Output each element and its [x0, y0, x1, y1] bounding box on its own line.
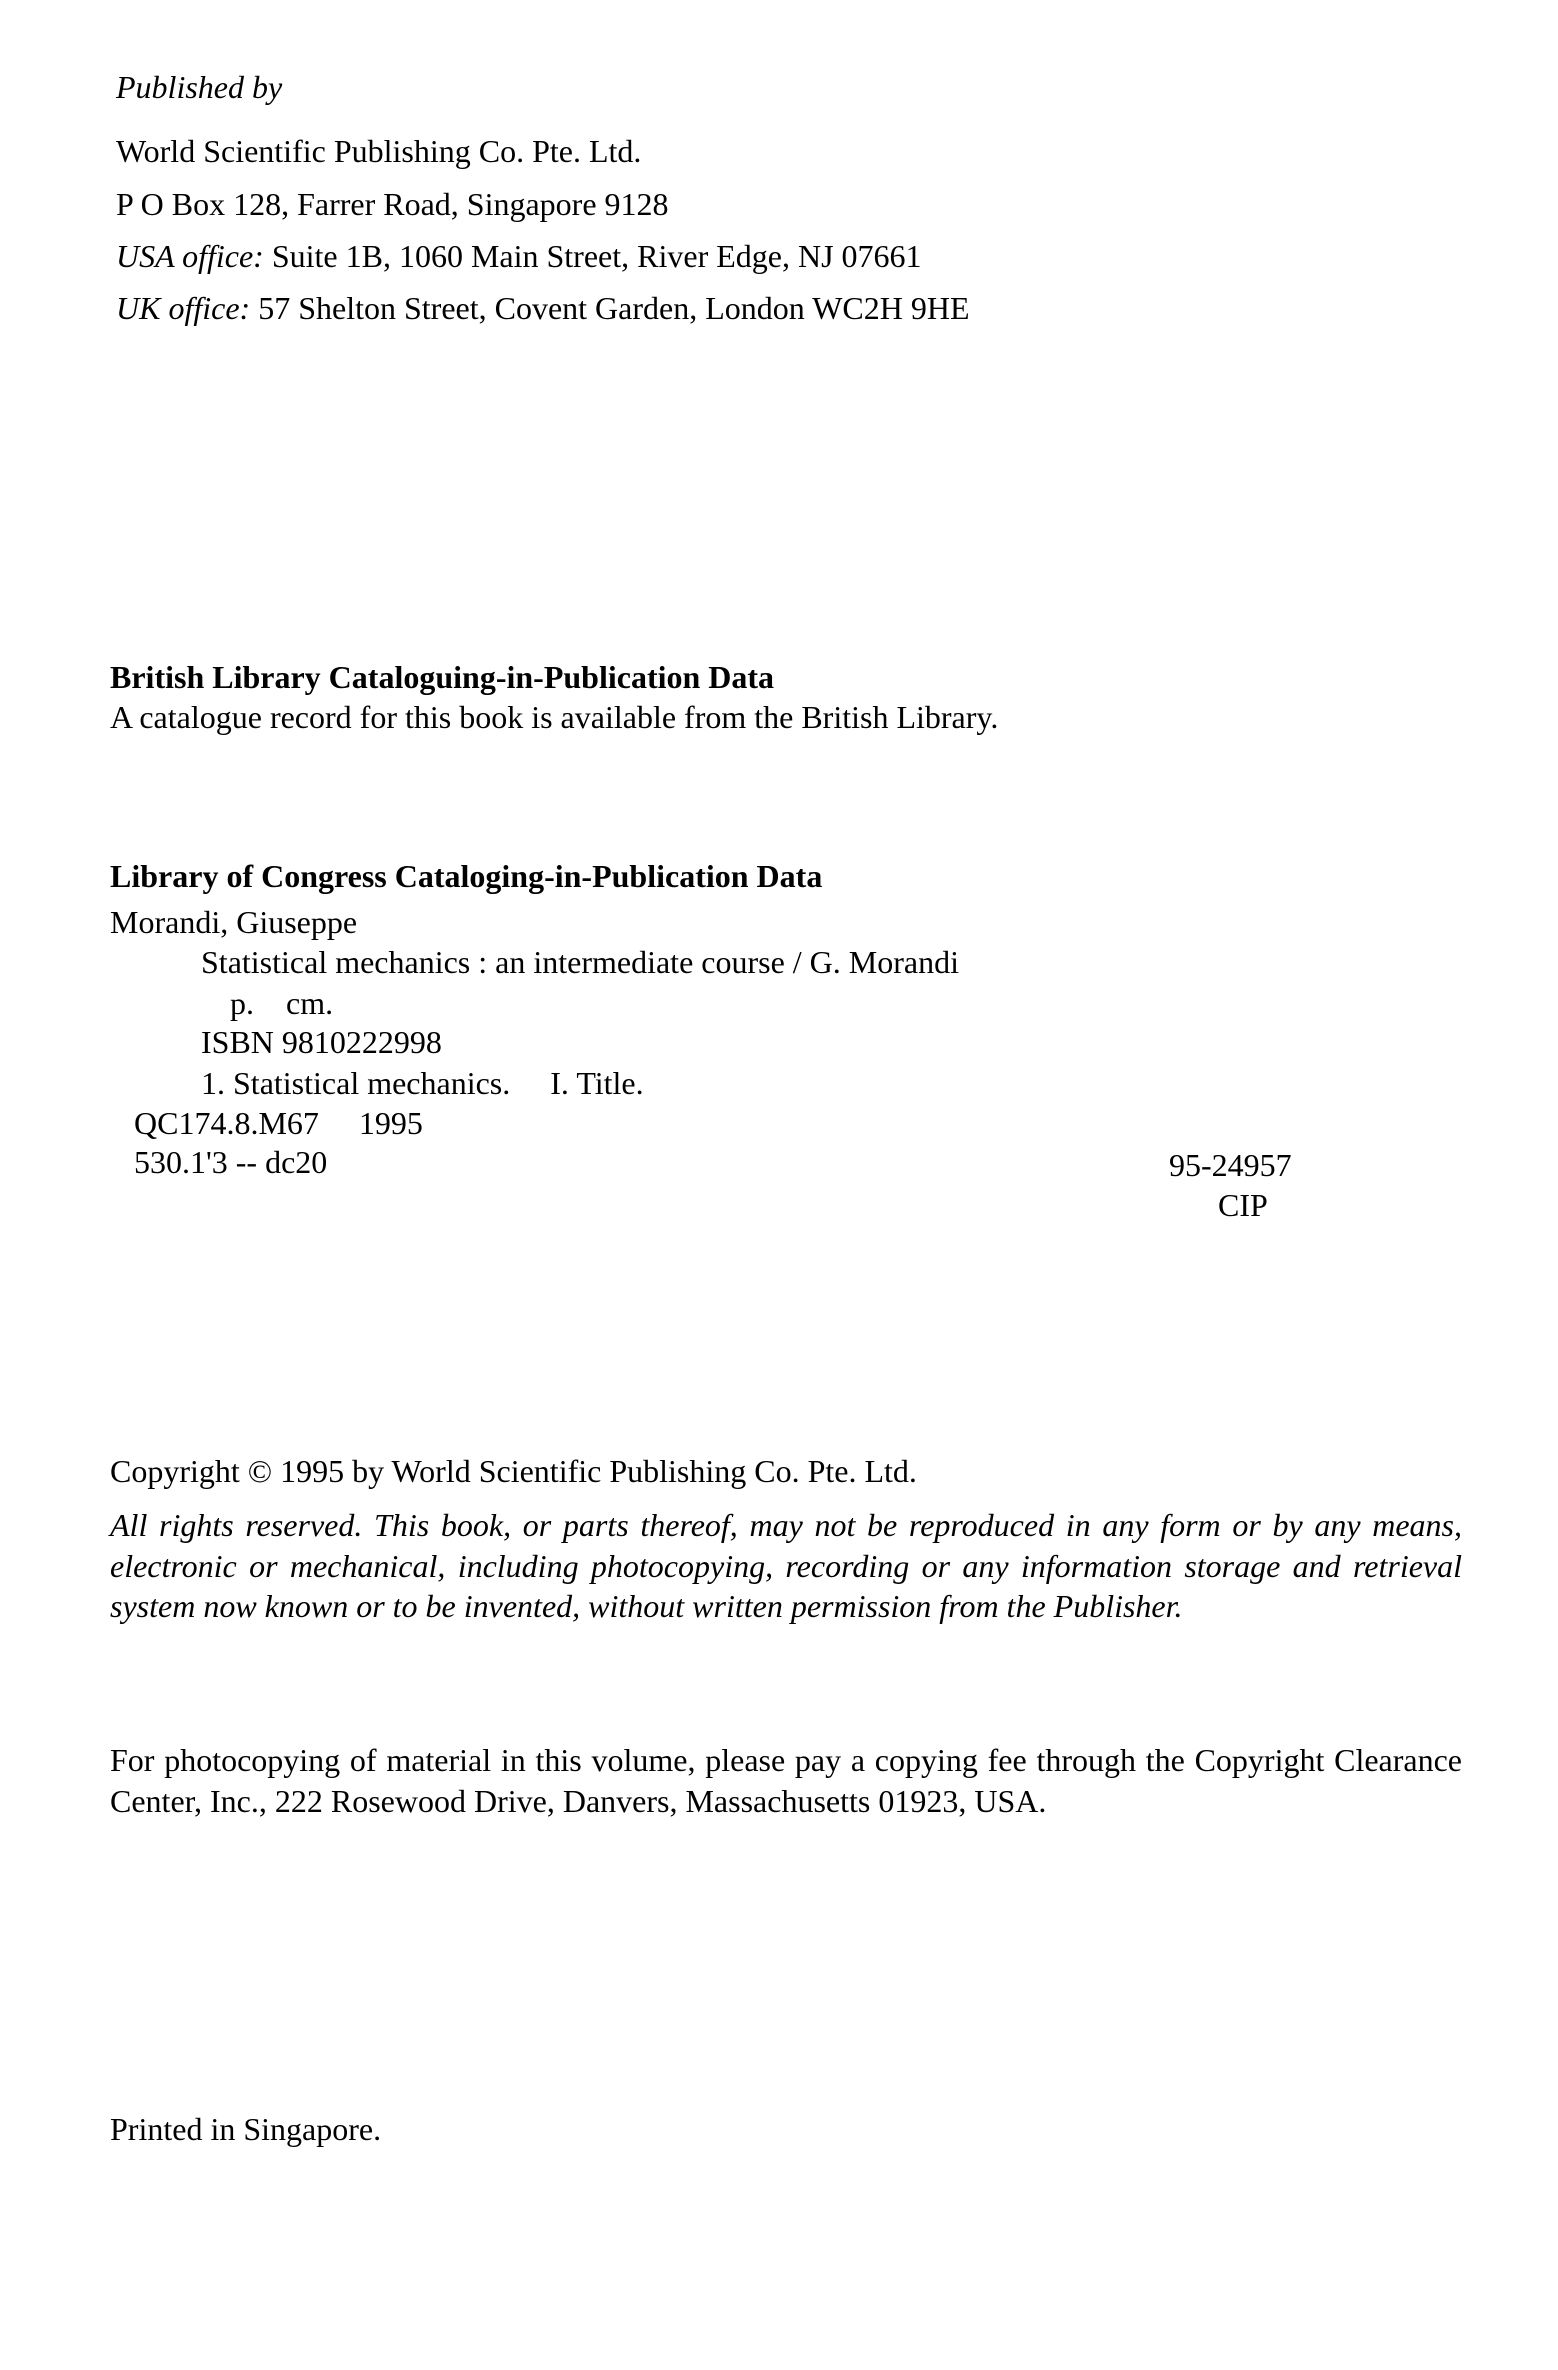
photocopy-notice: For photocopying of material in this volume, please pay a copying fee through the Copyright Clearance Center, Inc., 222 Rosewood Drive, Danvers, Massachusetts 01923, USA. [110, 1742, 1462, 1819]
british-library-heading: British Library Cataloguing-in-Publication Data [110, 659, 775, 695]
uk-office-address: 57 Shelton Street, Covent Garden, London WC2H 9HE [258, 290, 970, 326]
publisher-name: World Scientific Publishing Co. Pte. Ltd. [116, 133, 642, 169]
loc-title: Statistical mechanics : an intermediate course / G. Morandi [201, 944, 959, 980]
loc-classification: QC174.8.M67 1995 [134, 1105, 423, 1141]
loc-cip: CIP [1218, 1187, 1268, 1223]
loc-dewey: 530.1'3 -- dc20 [134, 1144, 328, 1180]
uk-office-line [116, 289, 970, 327]
published-by-label: Published by [116, 69, 283, 105]
rights-reserved-paragraph: All rights reserved. This book, or parts thereof, may not be reproduced in any form or by any means, electronic or mechanical, including photocopying, recording or any information storage and retrieval system now known or to be invented, without written permission from the Publisher. [110, 1507, 1462, 1625]
printed-in: Printed in Singapore. [110, 2111, 382, 2147]
usa-office-line [116, 237, 922, 275]
uk-office-label: UK office: [116, 290, 251, 326]
copyright-notice: Copyright © 1995 by World Scientific Publishing Co. Pte. Ltd. [110, 1453, 917, 1489]
publisher-address: P O Box 128, Farrer Road, Singapore 9128 [116, 186, 669, 222]
loc-isbn: ISBN 9810222998 [201, 1024, 442, 1060]
loc-lccn: 95-24957 [1169, 1147, 1292, 1183]
usa-office-address: Suite 1B, 1060 Main Street, River Edge, NJ 07661 [271, 238, 922, 274]
british-library-text: A catalogue record for this book is available from the British Library. [110, 699, 999, 735]
loc-heading: Library of Congress Cataloging-in-Publication Data [110, 858, 823, 894]
loc-author: Morandi, Giuseppe [110, 904, 358, 940]
usa-office-label: USA office: [116, 238, 264, 274]
loc-subjects: 1. Statistical mechanics. I. Title. [201, 1065, 644, 1101]
loc-pages: p. cm. [230, 985, 334, 1021]
